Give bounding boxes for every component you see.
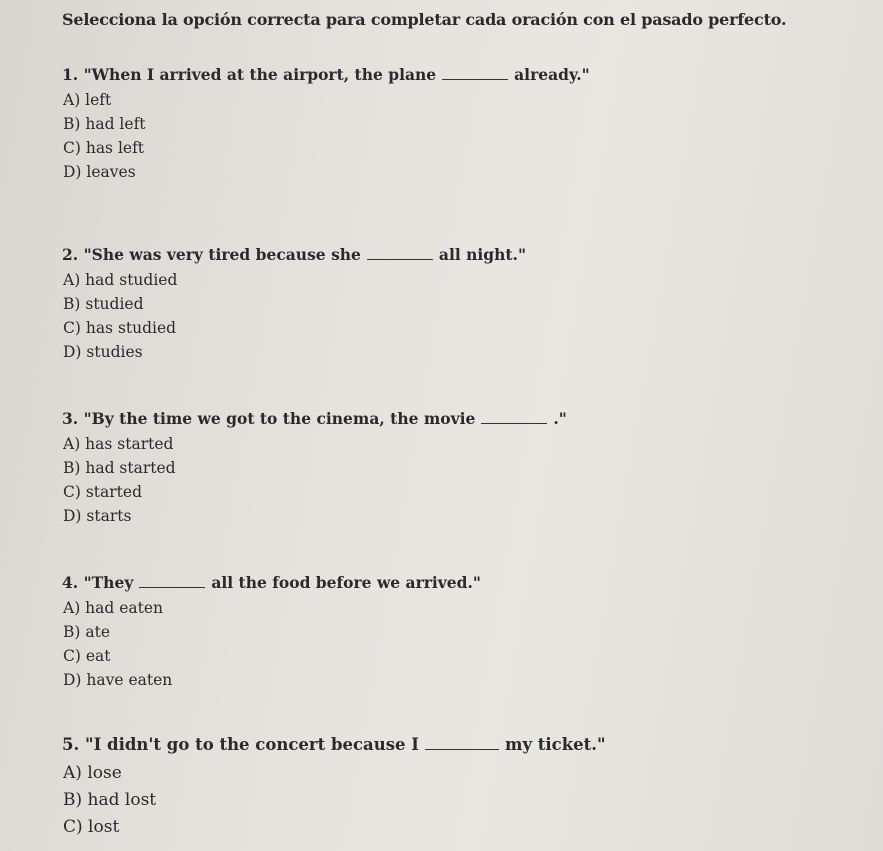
- answer-blank: [425, 735, 499, 750]
- answer-blank: [481, 409, 547, 424]
- stem-before: 2. "She was very tired because she: [62, 245, 361, 264]
- stem-after: my ticket.": [504, 735, 606, 754]
- option-d[interactable]: D) starts: [63, 507, 132, 525]
- option-a[interactable]: A) had studied: [63, 271, 178, 289]
- answer-blank: [442, 65, 508, 80]
- question-stem: [62, 242, 862, 268]
- option-c[interactable]: C) lost: [63, 817, 120, 837]
- option-b[interactable]: B) studied: [63, 295, 144, 313]
- question-stem: [62, 406, 862, 432]
- option-a[interactable]: A) has started: [63, 435, 174, 453]
- option-c[interactable]: C) started: [63, 483, 142, 501]
- question-stem: [62, 62, 862, 88]
- option-d[interactable]: D) leaves: [63, 163, 136, 181]
- question-3: [62, 406, 862, 528]
- stem-before: 5. "I didn't go to the concert because I: [62, 735, 419, 754]
- stem-after: all night.": [438, 245, 527, 264]
- instruction-text: Selecciona la opción correcta para completar cada oración con el pasado perfecto.: [62, 10, 787, 29]
- option-b[interactable]: B) had started: [63, 459, 176, 477]
- stem-after: already.": [514, 65, 590, 84]
- option-a[interactable]: A) had eaten: [63, 599, 164, 617]
- stem-before: 1. "When I arrived at the airport, the plane: [62, 65, 437, 84]
- question-5: [62, 730, 862, 841]
- stem-before: 4. "They: [62, 573, 134, 592]
- question-stem: [62, 570, 862, 596]
- answer-blank: [139, 573, 205, 588]
- stem-after: .": [553, 409, 567, 428]
- option-c[interactable]: C) eat: [63, 647, 111, 665]
- option-c[interactable]: C) has studied: [63, 319, 177, 337]
- question-1: [62, 62, 862, 184]
- question-2: [62, 242, 862, 364]
- option-b[interactable]: B) had left: [63, 115, 146, 133]
- option-a[interactable]: A) left: [63, 91, 112, 109]
- question-stem: [62, 730, 862, 760]
- stem-after: all the food before we arrived.": [211, 573, 481, 592]
- option-a[interactable]: A) lose: [63, 763, 122, 783]
- option-d[interactable]: D) studies: [63, 343, 143, 361]
- question-4: [62, 570, 862, 692]
- option-c[interactable]: C) has left: [63, 139, 145, 157]
- answer-blank: [367, 245, 433, 260]
- option-d[interactable]: D) have eaten: [63, 671, 173, 689]
- option-b[interactable]: B) had lost: [63, 790, 157, 810]
- stem-before: 3. "By the time we got to the cinema, the movie: [62, 409, 476, 428]
- option-b[interactable]: B) ate: [63, 623, 111, 641]
